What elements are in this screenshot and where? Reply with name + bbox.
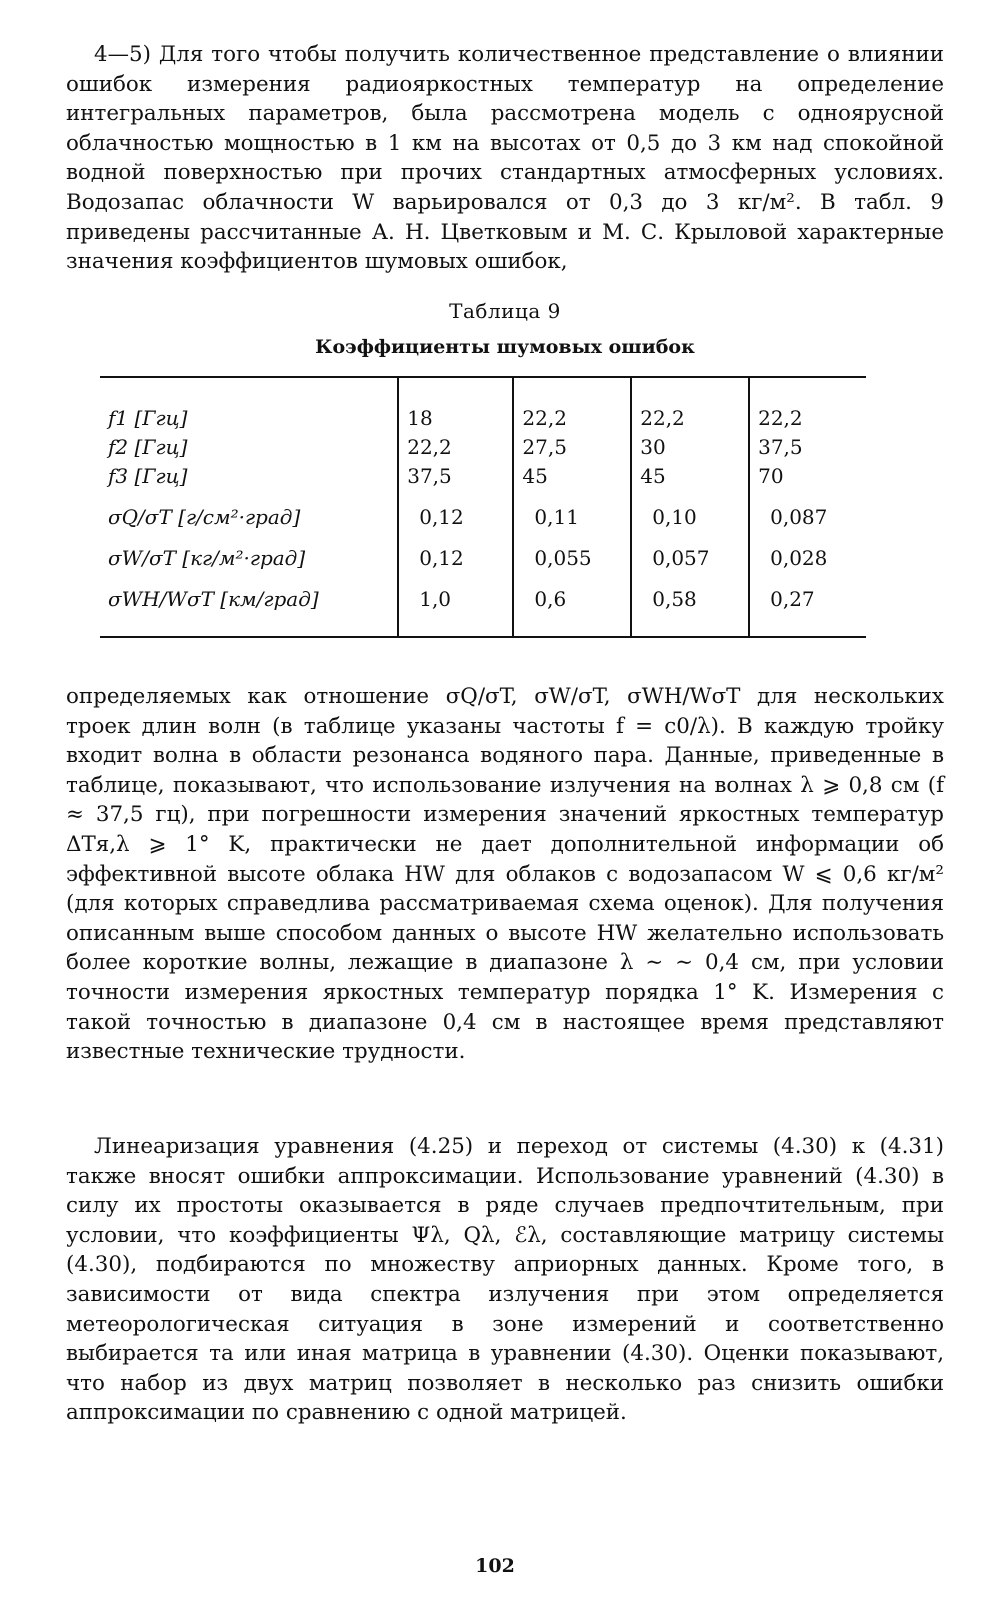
cell: 37,5 (749, 433, 866, 462)
table-row-sigma-wh (100, 573, 866, 637)
cell: 18 (398, 377, 513, 433)
row-label: f1 [Ггц] (108, 406, 188, 430)
table-title: Коэффициенты шумовых ошибок (315, 336, 695, 358)
page-number: 102 (475, 1555, 515, 1577)
paragraph-intro: 4—5) Для того чтобы получить количественное представление о влиянии ошибок измерения радиояркостных температур на определение интегральных параметров, была рассмотрена модель с одноярусной облачностью мощностью в 1 км на высотах от 0,5 до 3 км над спокойной водной поверхностью при прочих стандартных атмосферных условиях. Водозапас облачности W варьировался от 0,3 до 3 кг/м². В табл. 9 приведены рассчитанные А. Н. Цветковым и М. С. Крыловой характерные значения коэффициентов шумовых ошибок, (66, 42, 944, 275)
cell: 0,12 (398, 491, 513, 532)
row-label: σW/σT [кг/м²·град] (108, 546, 306, 570)
cell: 37,5 (398, 462, 513, 491)
cell: 0,057 (631, 532, 749, 573)
cell: 22,2 (749, 377, 866, 433)
cell: 0,27 (749, 573, 866, 637)
cell: 0,6 (513, 573, 631, 637)
cell: 0,10 (631, 491, 749, 532)
table-label: Таблица 9 (449, 299, 561, 323)
table-row-sigma-q (100, 491, 866, 532)
cell: 22,2 (631, 377, 749, 433)
cell: 0,087 (749, 491, 866, 532)
cell: 0,11 (513, 491, 631, 532)
row-label: f3 [Ггц] (108, 464, 188, 488)
cell: 70 (749, 462, 866, 491)
cell: 45 (513, 462, 631, 491)
table-row-f2 (100, 433, 866, 462)
cell: 0,055 (513, 532, 631, 573)
cell: 45 (631, 462, 749, 491)
cell: 0,58 (631, 573, 749, 637)
paragraph-analysis: определяемых как отношение σQ/σT, σW/σT, σWH/WσT для нескольких троек длин волн (в таблице указаны частоты f = c0/λ). В каждую тройку входит волна в области резонанса водяного пара. Данные, приведенные в таблице, показывают, что использование излучения на волнах λ ⩾ 0,8 см (f ≈ 37,5 гц), при погрешности измерения значений яркостных температур ΔTя,λ ⩾ 1° K, практически не дает дополнительной информации об эффективной высоте облака HW для облаков с водозапасом W ⩽ 0,6 кг/м² (для которых справедлива рассматриваемая схема оценок). Для получения описанным выше способом данных о высоте HW желательно использовать более короткие волны, лежащие в диапазоне λ ∼ ∼ 0,4 см, при условии точности измерения яркостных температур порядка 1° K. Измерения с такой точностью в диапазоне 0,4 см в настоящее время представляют известные технические трудности. (66, 684, 944, 1065)
table-row-f1 (100, 377, 866, 433)
paragraph-linearization: Линеаризация уравнения (4.25) и переход от системы (4.30) к (4.31) также вносят ошибки аппроксимации. Использование уравнений (4.30) в силу их простоты оказывается в ряде случаев предпочтительным, при условии, что коэффициенты Ψλ, Qλ, ℰλ, составляющие матрицу системы (4.30), подбираются по множеству априорных данных. Кроме того, в зависимости от вида спектра излучения при этом определяется метеорологическая ситуация в зоне измерений и соответственно выбирается та или иная матрица в уравнении (4.30). Оценки показывают, что набор из двух матриц позволяет в несколько раз снизить ошибки аппроксимации по сравнению с одной матрицей. (66, 1134, 944, 1426)
table-row-f3 (100, 462, 866, 491)
cell: 0,028 (749, 532, 866, 573)
table-row-sigma-w (100, 532, 866, 573)
row-label: σQ/σT [г/см²·град] (108, 505, 301, 529)
cell: 27,5 (513, 433, 631, 462)
cell: 22,2 (398, 433, 513, 462)
cell: 0,12 (398, 532, 513, 573)
cell: 22,2 (513, 377, 631, 433)
row-label: f2 [Ггц] (108, 435, 188, 459)
cell: 30 (631, 433, 749, 462)
noise-coefficients-table-wrap (100, 376, 866, 638)
row-label: σWH/WσT [км/град] (108, 587, 319, 611)
noise-coefficients-table (100, 376, 866, 638)
cell: 1,0 (398, 573, 513, 637)
